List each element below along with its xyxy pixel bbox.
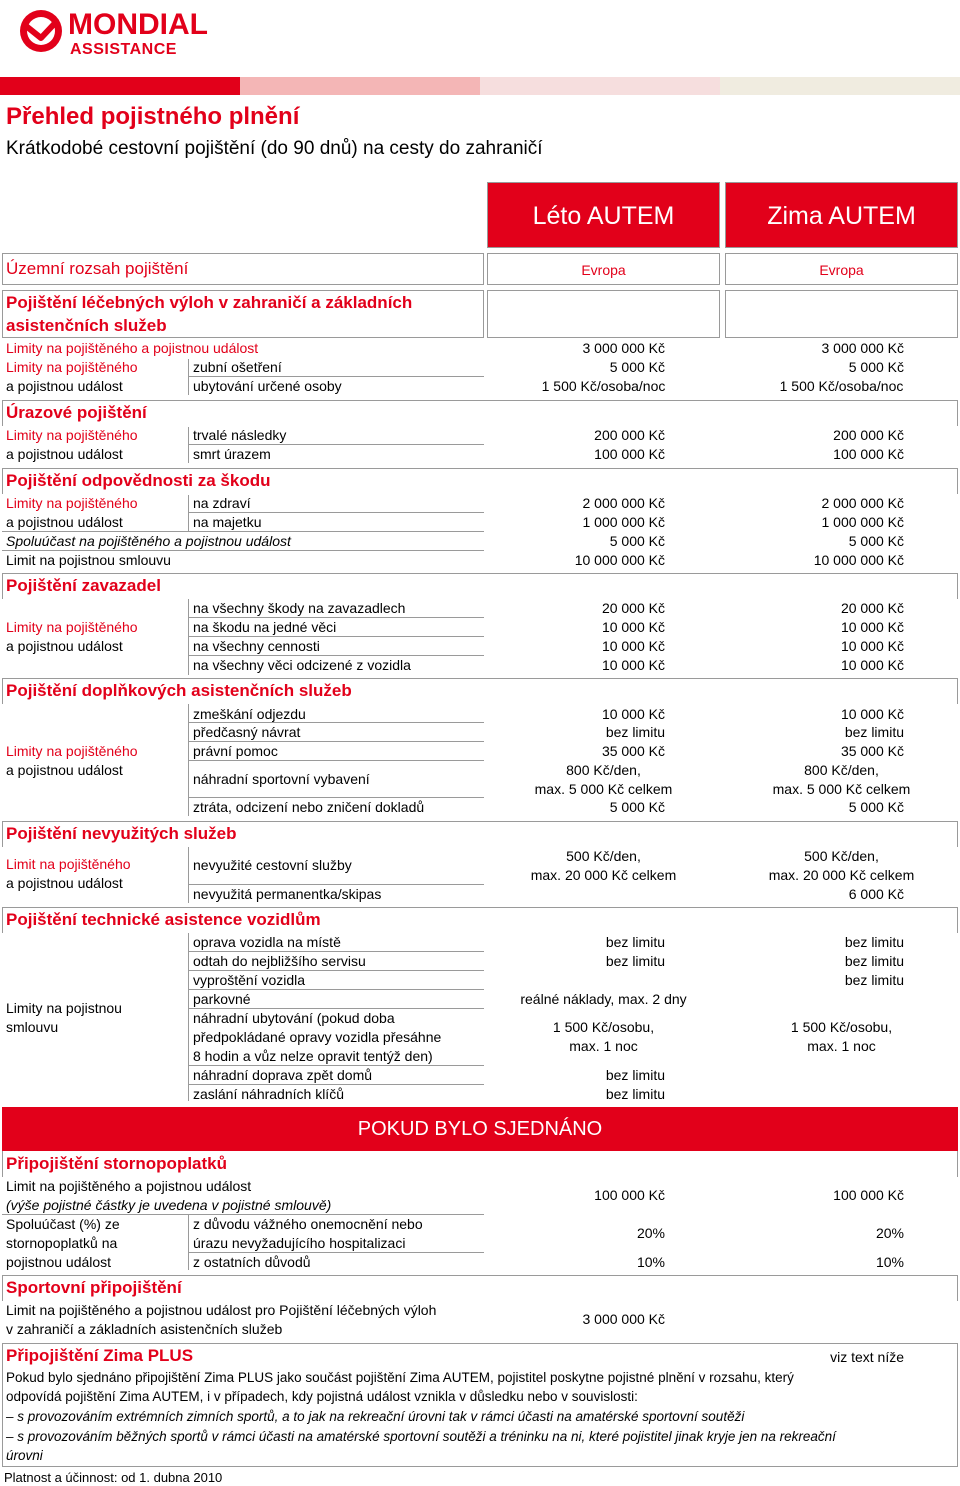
assistance-row-return-label: předčasný návrat <box>193 724 301 740</box>
unused-row2-label: nevyužitá permanentka/skipas <box>193 886 382 902</box>
injury-title: Úrazové pojištění <box>6 403 147 422</box>
vehicle-title: Pojištění technické asistence vozidlům <box>6 910 321 929</box>
vehicle-accom-label-2: předpokládané opravy vozidla přesáhne <box>193 1029 442 1045</box>
territory-leto: Evropa <box>581 262 626 278</box>
liability-row-health-leto: 2 000 000 Kč <box>582 495 665 511</box>
territory-zima: Evropa <box>819 262 864 278</box>
liability-row-property-zima: 1 000 000 Kč <box>821 514 904 530</box>
liability-contract-label: Limit na pojistnou smlouvu <box>6 552 171 568</box>
injury-row-death-zima: 100 000 Kč <box>833 446 904 462</box>
unused-group-label-1: Limit na pojištěného <box>6 856 131 872</box>
medical-row-dental-leto: 5 000 Kč <box>609 359 665 375</box>
vehicle-row-repair-zima: bez limitu <box>844 934 904 950</box>
header-band-pink <box>240 77 480 95</box>
assistance-docs-leto: 5 000 Kč <box>609 799 665 815</box>
liability-deductible-label: Spoluúčast na pojištěného a pojistnou událost <box>6 533 291 549</box>
luggage-row-all-label: na všechny škody na zavazadlech <box>193 600 406 616</box>
mondial-logo-icon <box>18 8 64 54</box>
medical-group-label-2: a pojistnou událost <box>6 378 123 394</box>
liability-row-property-label: na majetku <box>193 514 262 530</box>
luggage-group-label-1: Limity na pojištěného <box>6 619 138 635</box>
luggage-row-valuables-leto: 10 000 Kč <box>601 638 665 654</box>
medical-row-accommodation-leto: 1 500 Kč/osoba/noc <box>541 378 666 394</box>
assistance-row-legal-leto: 35 000 Kč <box>601 743 665 759</box>
assistance-group-label-1: Limity na pojištěného <box>6 743 138 759</box>
assistance-docs-label: ztráta, odcizení nebo zničení dokladů <box>193 799 425 815</box>
page-title: Přehled pojistného plnění <box>6 103 300 130</box>
luggage-row-all-leto: 20 000 Kč <box>601 600 665 616</box>
vehicle-accom-zima-1: 1 500 Kč/osobu, <box>790 1019 893 1035</box>
vehicle-row-tow-zima: bez limitu <box>844 953 904 969</box>
vehicle-accom-zima-2: max. 1 noc <box>807 1038 876 1054</box>
assistance-equip-zima-1: 800 Kč/den, <box>804 762 879 778</box>
cancel-title: Připojištění stornopoplatků <box>6 1154 228 1173</box>
optional-banner-label: POKUD BYLO SJEDNÁNO <box>357 1118 603 1140</box>
cancel-other-label: z ostatních důvodů <box>193 1254 311 1270</box>
header-band-pale <box>720 77 960 95</box>
cancel-ded-label-3: pojistnou událost <box>6 1254 112 1270</box>
cancel-illness-label-1: z důvodu vážného onemocnění nebo <box>193 1216 423 1232</box>
injury-row-death-leto: 100 000 Kč <box>594 446 665 462</box>
assistance-row-missed-leto: 10 000 Kč <box>601 706 665 722</box>
injury-row-permanent-leto: 200 000 Kč <box>594 427 665 443</box>
header-band-red <box>0 77 240 95</box>
cancel-other-leto: 10% <box>636 1254 665 1270</box>
assistance-title: Pojištění doplňkových asistenčních služeb <box>6 681 352 700</box>
vehicle-row-tow-label: odtah do nejbližšího servisu <box>193 953 366 969</box>
luggage-row-single-label: na škodu na jedné věci <box>193 619 337 635</box>
medical-row-dental-zima: 5 000 Kč <box>848 359 904 375</box>
logo <box>18 6 238 62</box>
cancel-illness-label-2: úrazu nevyžadujícího hospitalizaci <box>193 1235 406 1251</box>
luggage-row-single-zima: 10 000 Kč <box>840 619 904 635</box>
header-band-light <box>480 77 720 95</box>
vehicle-row-tow-leto: bez limitu <box>605 953 665 969</box>
unused-row1-leto-2: max. 20 000 Kč celkem <box>530 867 677 883</box>
column-header-zima-label: Zima AUTEM <box>767 202 916 230</box>
assistance-row-legal-zima: 35 000 Kč <box>840 743 904 759</box>
column-header-leto <box>487 182 720 248</box>
zimaplus-title: Připojištění Zima PLUS <box>6 1346 194 1365</box>
injury-row-permanent-label: trvalé následky <box>193 427 287 443</box>
liability-row-health-zima: 2 000 000 Kč <box>821 495 904 511</box>
assistance-docs-zima: 5 000 Kč <box>848 799 904 815</box>
medical-zima-box <box>725 290 958 338</box>
assistance-row-missed-label: zmeškání odjezdu <box>193 706 306 722</box>
medical-limit-zima: 3 000 000 Kč <box>821 340 904 356</box>
zimaplus-bullet-2a: – s provozováním běžných sportů v rámci účasti na amatérské sportovní soutěži a tréninku na ni, které pojistitel jinak kryje jen na rekreační <box>6 1429 836 1444</box>
assistance-equip-zima-2: max. 5 000 Kč celkem <box>772 781 911 797</box>
liability-deductible-leto: 5 000 Kč <box>609 533 665 549</box>
zimaplus-p2: odpovídá pojištění Zima AUTEM, i v případech, kdy pojistná událost vznikla v důsledku nebo v souvislosti: <box>6 1389 638 1404</box>
unused-row1-zima-1: 500 Kč/den, <box>804 848 879 864</box>
vehicle-row-transport-leto: bez limitu <box>605 1067 665 1083</box>
sport-title: Sportovní připojištění <box>6 1278 182 1297</box>
assistance-row-return-leto: bez limitu <box>605 724 665 740</box>
assistance-equip-leto-2: max. 5 000 Kč celkem <box>534 781 673 797</box>
liability-row-property-leto: 1 000 000 Kč <box>582 514 665 530</box>
vehicle-row-keys-leto: bez limitu <box>605 1086 665 1102</box>
luggage-row-vehicle-label: na všechny věci odcizené z vozidla <box>193 657 411 673</box>
sport-leto: 3 000 000 Kč <box>582 1311 665 1327</box>
cancel-ded-label-2: stornopoplatků na <box>6 1235 118 1251</box>
luggage-row-vehicle-leto: 10 000 Kč <box>601 657 665 673</box>
luggage-title: Pojištění zavazadel <box>6 576 161 595</box>
logo-brand: MONDIAL <box>68 8 208 41</box>
vehicle-accom-label-1: náhradní ubytování (pokud doba <box>193 1010 395 1026</box>
unused-row1-zima-2: max. 20 000 Kč celkem <box>768 867 915 883</box>
luggage-row-valuables-label: na všechny cennosti <box>193 638 320 654</box>
cancel-ded-label-1: Spoluúčast (%) ze <box>6 1216 120 1232</box>
vehicle-group-label-2: smlouvu <box>6 1019 59 1035</box>
vehicle-accom-label-3: 8 hodin a vůz nelze opravit tentýž den) <box>193 1048 433 1064</box>
assistance-group-label-2: a pojistnou událost <box>6 762 123 778</box>
medical-row-accommodation-label: ubytování určené osoby <box>193 378 342 394</box>
assistance-row-missed-zima: 10 000 Kč <box>840 706 904 722</box>
zimaplus-p1: Pokud bylo sjednáno připojištění Zima PLUS jako součást pojištění Zima AUTEM, pojistitel poskytne pojistné plnění v rozsahu, který <box>6 1370 794 1385</box>
injury-row-permanent-zima: 200 000 Kč <box>833 427 904 443</box>
unused-row1-leto-1: 500 Kč/den, <box>566 848 641 864</box>
injury-group-label-2: a pojistnou událost <box>6 446 123 462</box>
liability-group-label-2: a pojistnou událost <box>6 514 123 530</box>
cancel-limit-label-2: (výše pojistné částky je uvedena v pojistné smlouvě) <box>6 1197 332 1213</box>
cancel-illness-zima: 20% <box>875 1225 904 1241</box>
vehicle-row-parking-label: parkovné <box>193 991 251 1007</box>
liability-group-label-1: Limity na pojištěného <box>6 495 138 511</box>
medical-title-2: asistenčních služeb <box>6 316 167 335</box>
medical-title-1: Pojištění léčebných výloh v zahraničí a základních <box>6 293 413 312</box>
assistance-row-return-zima: bez limitu <box>844 724 904 740</box>
injury-row-death-label: smrt úrazem <box>193 446 271 462</box>
zimaplus-bullet-2b: úrovni <box>6 1448 43 1463</box>
medical-row-dental-label: zubní ošetření <box>193 359 282 375</box>
luggage-group-label-2: a pojistnou událost <box>6 638 123 654</box>
luggage-row-valuables-zima: 10 000 Kč <box>840 638 904 654</box>
vehicle-row-transport-label: náhradní doprava zpět domů <box>193 1067 373 1083</box>
liability-contract-zima: 10 000 000 Kč <box>813 552 904 568</box>
sport-label-2: v zahraničí a základních asistenčních služeb <box>6 1321 283 1337</box>
unused-row1-label: nevyužité cestovní služby <box>193 857 352 873</box>
territory-label: Územní rozsah pojištění <box>6 259 189 278</box>
medical-leto-box <box>487 290 720 338</box>
vehicle-row-repair-leto: bez limitu <box>605 934 665 950</box>
optional-banner <box>2 1107 958 1151</box>
liability-contract-leto: 10 000 000 Kč <box>574 552 665 568</box>
zimaplus-note: viz text níže <box>830 1349 904 1365</box>
medical-limit-label: Limity na pojištěného a pojistnou událost <box>6 340 259 356</box>
injury-group-label-1: Limity na pojištěného <box>6 427 138 443</box>
vehicle-row-repair-label: oprava vozidla na místě <box>193 934 341 950</box>
sport-label-1: Limit na pojištěného a pojistnou událost pro Pojištění léčebných výloh <box>6 1302 437 1318</box>
vehicle-group-label-1: Limity na pojistnou <box>6 1000 122 1016</box>
page-subtitle: Krátkodobé cestovní pojištění (do 90 dnů) na cesty do zahraničí <box>6 138 543 159</box>
vehicle-row-parking-leto: reálné náklady, max. 2 dny <box>520 991 687 1007</box>
liability-deductible-zima: 5 000 Kč <box>848 533 904 549</box>
column-header-zima <box>725 182 958 248</box>
unused-row2-zima: 6 000 Kč <box>848 886 904 902</box>
vehicle-row-recovery-zima: bez limitu <box>844 972 904 988</box>
assistance-equip-leto-1: 800 Kč/den, <box>566 762 641 778</box>
luggage-row-single-leto: 10 000 Kč <box>601 619 665 635</box>
column-header-leto-label: Léto AUTEM <box>532 202 675 230</box>
assistance-equip-label: náhradní sportovní vybavení <box>193 771 370 787</box>
cancel-other-zima: 10% <box>875 1254 904 1270</box>
logo-sub: ASSISTANCE <box>70 41 177 58</box>
medical-row-accommodation-zima: 1 500 Kč/osoba/noc <box>779 378 904 394</box>
assistance-row-legal-label: právní pomoc <box>193 743 278 759</box>
liability-title: Pojištění odpovědnosti za škodu <box>6 471 271 490</box>
vehicle-accom-leto-1: 1 500 Kč/osobu, <box>552 1019 655 1035</box>
vehicle-row-recovery-label: vyproštění vozidla <box>193 972 306 988</box>
cancel-illness-leto: 20% <box>636 1225 665 1241</box>
vehicle-row-keys-label: zaslání náhradních klíčů <box>193 1086 344 1102</box>
medical-group-label-1: Limity na pojištěného <box>6 359 138 375</box>
validity-footer: Platnost a účinnost: od 1. dubna 2010 <box>4 1470 223 1485</box>
luggage-row-vehicle-zima: 10 000 Kč <box>840 657 904 673</box>
vehicle-accom-leto-2: max. 1 noc <box>569 1038 638 1054</box>
medical-limit-leto: 3 000 000 Kč <box>582 340 665 356</box>
cancel-limit-label-1: Limit na pojištěného a pojistnou událost <box>6 1178 252 1194</box>
unused-group-label-2: a pojistnou událost <box>6 875 123 891</box>
cancel-limit-leto: 100 000 Kč <box>594 1187 665 1203</box>
zimaplus-bullet-1: – s provozováním extrémních zimních sportů, a to jak na rekreační úrovni tak v rámci účasti na amatérské sportovní soutěži <box>6 1409 745 1424</box>
cancel-limit-zima: 100 000 Kč <box>833 1187 904 1203</box>
liability-row-health-label: na zdraví <box>193 495 251 511</box>
unused-title: Pojištění nevyužitých služeb <box>6 824 237 843</box>
luggage-row-all-zima: 20 000 Kč <box>840 600 904 616</box>
